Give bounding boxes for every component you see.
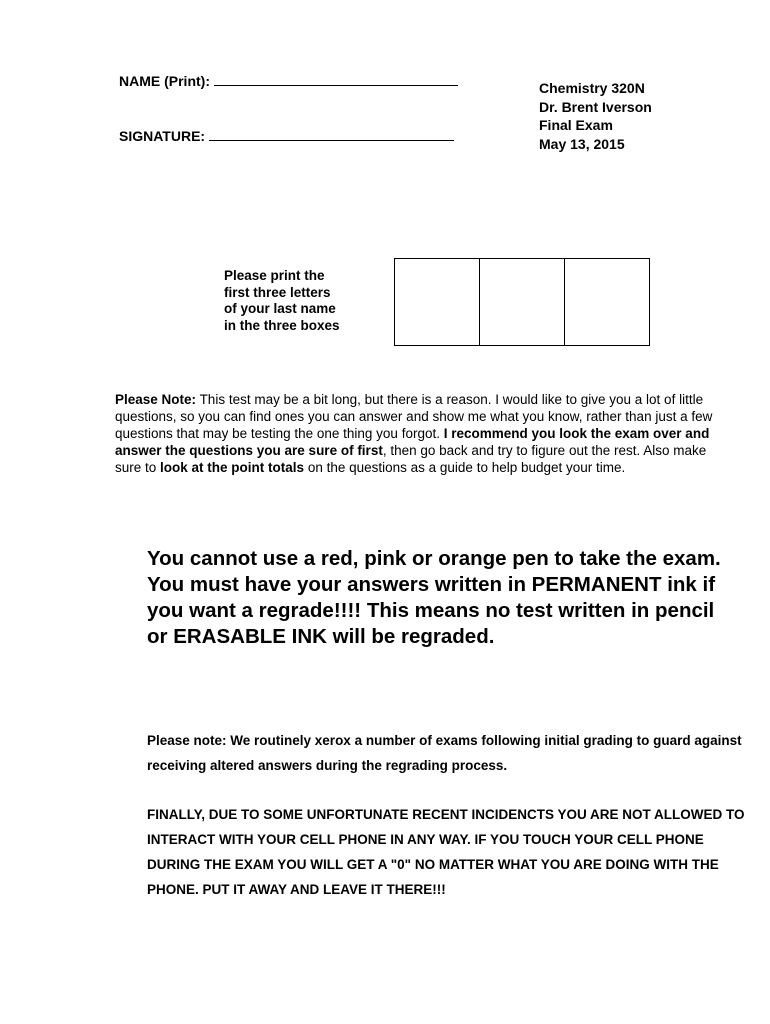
pen-warning: You cannot use a red, pink or orange pen to take the exam. You must have your answers written in PERMANENT ink if you want a regrade!!!! This means no test written in pencil or ERASABLE INK will be regraded. xyxy=(147,547,721,648)
instruction-line: first three letters xyxy=(224,284,331,300)
xerox-note: Please note: We routinely xerox a number of exams following initial grading to guard against receiving altered answers during the regrading process. xyxy=(147,733,742,773)
note-label: Please Note: xyxy=(115,392,197,407)
exam-date: May 13, 2015 xyxy=(539,135,625,152)
name-label: NAME (Print): xyxy=(119,73,210,89)
boxes-instruction xyxy=(224,268,340,334)
note-text-1: This test may be a bit long, but there is a reason. I would like to give you a lot of little questions, so you can find ones you can answer and show me what you know, rather than just a few questions that may be testing the one thing you forgot. xyxy=(115,392,713,441)
last-name-boxes xyxy=(394,258,650,346)
signature-line[interactable] xyxy=(209,128,454,141)
letter-box-2[interactable] xyxy=(480,259,565,345)
signature-label: SIGNATURE: xyxy=(119,128,206,144)
exam-name: Final Exam xyxy=(539,117,613,133)
course-info xyxy=(539,79,652,153)
signature-field xyxy=(119,128,454,144)
note-text-2: , then go back and try to figure out the rest. Also make sure to xyxy=(115,443,707,475)
note-emphasis-2: look at the point totals xyxy=(160,460,305,475)
instructor-name: Dr. Brent Iverson xyxy=(539,98,652,115)
letter-box-3[interactable] xyxy=(565,259,649,345)
please-note-paragraph xyxy=(115,391,735,476)
note-emphasis-1: I recommend you look the exam over and answer the questions you are sure of first xyxy=(115,426,710,458)
cell-phone-warning: FINALLY, DUE TO SOME UNFORTUNATE RECENT INCIDENCTS YOU ARE NOT ALLOWED TO INTERACT WITH YOUR CELL PHONE IN ANY WAY. IF YOU TOUCH YOUR CELL PHONE DURING THE EXAM YOU WILL GET A "0" NO MATTER WHAT YOU ARE DOING WITH THE PHONE. PUT IT AWAY AND LEAVE IT THERE!!! xyxy=(147,807,745,897)
course-title: Chemistry 320N xyxy=(539,80,645,96)
letter-box-1[interactable] xyxy=(395,259,480,345)
name-field xyxy=(119,73,458,89)
name-line[interactable] xyxy=(214,73,458,86)
instruction-line: of your last name xyxy=(224,301,336,316)
instruction-line: in the three boxes xyxy=(224,317,340,333)
instruction-line: Please print the xyxy=(224,268,325,283)
note-text-3: on the questions as a guide to help budget your time. xyxy=(307,460,626,475)
